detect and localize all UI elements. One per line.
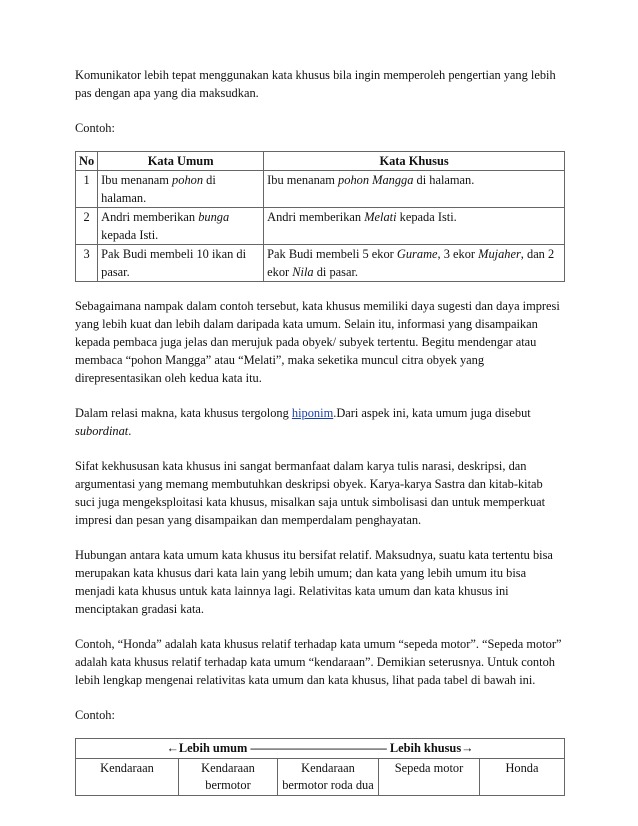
table-row	[76, 245, 565, 282]
row-number: 1	[76, 171, 98, 208]
gradasi-header-row	[76, 739, 565, 759]
table-row	[76, 171, 565, 208]
table-row	[76, 208, 565, 245]
document-page	[75, 66, 565, 796]
row-number: 2	[76, 208, 98, 245]
kata-khusus-cell: Pak Budi membeli 5 ekor Gurame, 3 ekor Mujaher, dan 2 ekor Nila di pasar.	[264, 245, 565, 282]
gradasi-row	[76, 759, 565, 796]
paragraph-sifat-kekhususan: Sifat kekhususan kata khusus ini sangat bermanfaat dalam karya tulis narasi, deskripsi, dan argumentasi yang memang membutuhkan deskripsi obyek. Karya-karya Sastra dan kitab-kitab suci juga mengeksploitasi kata khusus, misalkan saja untuk simbolisasi dan untuk memperkuat impresi dan pesan yang disampaikan dan memperdalam penghayatan.	[75, 459, 546, 527]
gradasi-cell: Honda	[480, 759, 565, 796]
contoh-label: Contoh:	[75, 121, 115, 135]
contoh-label: Contoh:	[75, 708, 115, 722]
kata-khusus-cell: Andri memberikan Melati kepada Isti.	[264, 208, 565, 245]
gradasi-cell: Kendaraan	[76, 759, 179, 796]
paragraph-contoh-honda: Contoh, “Honda” adalah kata khusus relatif terhadap kata umum “sepeda motor”. “Sepeda motor” adalah kata khusus relatif terhadap kata umum “kendaraan”. Demikian seterusnya. Untuk contoh lebih lengkap mengenai relativitas kata umum dan kata khusus, lihat pada tabel di bawah ini.	[75, 637, 562, 687]
gradasi-kata-table	[75, 738, 565, 796]
col-header-kata-umum: Kata Umum	[98, 152, 264, 171]
paragraph-daya-sugesti: Sebagaimana nampak dalam contoh tersebut, kata khusus memiliki daya sugesti dan daya impresi yang lebih kuat dan lebih dalam daripada kata umum. Selain itu, informasi yang disampaikan kepada pembaca juga jelas dan merujuk pada obyek/ subyek tertentu. Begitu mendengar atau membaca “pohon Mangga” atau “Melati”, maka seketika muncul citra obyek yang direpresentasikan oleh kedua kata itu.	[75, 299, 560, 385]
kata-khusus-cell: Ibu menanam pohon Mangga di halaman.	[264, 171, 565, 208]
kata-umum-cell: Pak Budi membeli 10 ikan di pasar.	[98, 245, 264, 282]
kata-umum-cell: Andri memberikan bunga kepada Isti.	[98, 208, 264, 245]
gradasi-direction-header: ←Lebih umum ——————————— Lebih khusus→	[76, 739, 565, 759]
gradasi-cell: Sepeda motor	[379, 759, 480, 796]
table-header-row	[76, 152, 565, 171]
col-header-no: No	[76, 152, 98, 171]
gradasi-cell: Kendaraan bermotor roda dua	[278, 759, 379, 796]
kata-umum-khusus-table	[75, 151, 565, 282]
kata-umum-cell: Ibu menanam pohon di halaman.	[98, 171, 264, 208]
row-number: 3	[76, 245, 98, 282]
paragraph-hubungan-relatif: Hubungan antara kata umum kata khusus itu bersifat relatif. Maksudnya, suatu kata tertentu bisa merupakan kata khusus dari kata lain yang lebih umum; dan kata yang lebih umum itu bisa menjadi kata khusus untuk kata lainnya lagi. Relativitas kata umum dan kata khusus ini menciptakan gradasi kata.	[75, 548, 553, 616]
hiponim-link[interactable]: hiponim	[291, 406, 334, 420]
col-header-kata-khusus: Kata Khusus	[264, 152, 565, 171]
intro-paragraph: Komunikator lebih tepat menggunakan kata khusus bila ingin memperoleh pengertian yang lebih pas dengan apa yang dia maksudkan.	[75, 68, 556, 100]
gradasi-cell: Kendaraan bermotor	[179, 759, 278, 796]
paragraph-relasi-makna: Dalam relasi makna, kata khusus tergolong hiponim.Dari aspek ini, kata umum juga disebut subordinat.	[75, 406, 531, 438]
